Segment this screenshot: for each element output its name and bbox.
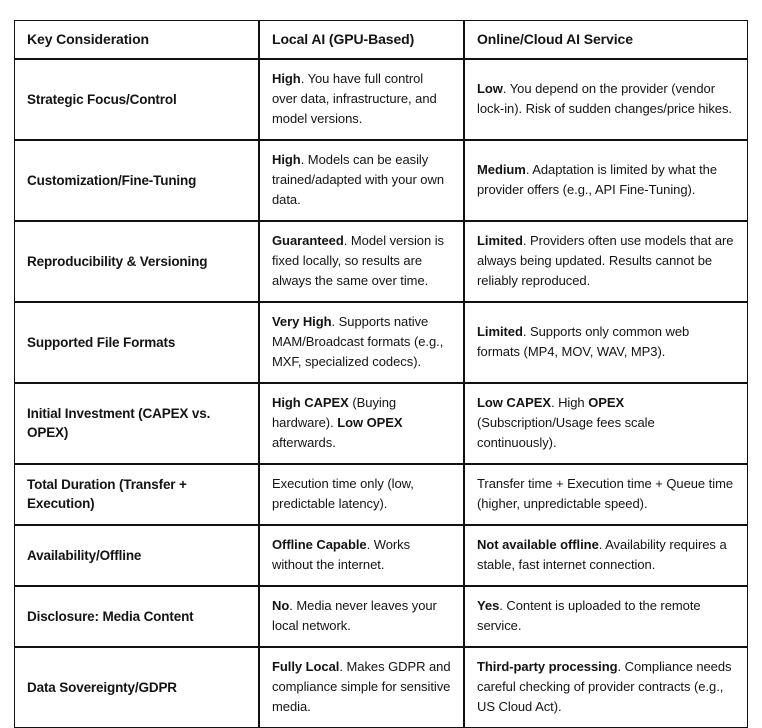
emphasis-text: Offline Capable bbox=[272, 537, 367, 552]
column-header-key-consideration bbox=[14, 20, 259, 59]
key-consideration-label: Reproducibility & Versioning bbox=[27, 253, 208, 269]
cloud-ai-description bbox=[477, 160, 735, 200]
column-header-label: Key Consideration bbox=[27, 31, 149, 47]
cell-key-consideration bbox=[14, 140, 259, 221]
plain-text: . Adaptation is limited by what the provider offers (e.g., API Fine-Tuning). bbox=[477, 162, 718, 197]
table-row bbox=[14, 140, 748, 221]
cell-key-consideration bbox=[14, 302, 259, 383]
emphasis-text: High bbox=[272, 152, 301, 167]
local-ai-description bbox=[272, 312, 451, 372]
plain-text: . Supports only common web formats (MP4, MOV, WAV, MP3). bbox=[477, 324, 690, 359]
cell-cloud-ai bbox=[464, 647, 748, 728]
cell-local-ai bbox=[259, 221, 464, 302]
cell-cloud-ai bbox=[464, 59, 748, 140]
emphasis-text: Yes bbox=[477, 598, 500, 613]
cloud-ai-description bbox=[477, 596, 735, 636]
plain-text: . You have full control over data, infrastructure, and model versions. bbox=[272, 71, 437, 126]
emphasis-text: Guaranteed bbox=[272, 233, 344, 248]
emphasis-text: Limited bbox=[477, 233, 523, 248]
column-header-local-ai bbox=[259, 20, 464, 59]
emphasis-text: Low CAPEX bbox=[477, 395, 551, 410]
emphasis-text: High bbox=[272, 71, 301, 86]
cell-local-ai bbox=[259, 302, 464, 383]
plain-text: . Media never leaves your local network. bbox=[272, 598, 437, 633]
cell-key-consideration bbox=[14, 525, 259, 586]
column-header-label: Local AI (GPU-Based) bbox=[272, 31, 415, 47]
cell-local-ai bbox=[259, 647, 464, 728]
key-consideration-label: Total Duration (Transfer + Execution) bbox=[27, 477, 187, 511]
cell-key-consideration bbox=[14, 59, 259, 140]
key-consideration-label: Initial Investment (CAPEX vs. OPEX) bbox=[27, 406, 211, 440]
comparison-table bbox=[14, 20, 748, 728]
table-row bbox=[14, 647, 748, 728]
local-ai-description bbox=[272, 474, 451, 514]
key-consideration-label: Strategic Focus/Control bbox=[27, 91, 177, 107]
emphasis-text: Low OPEX bbox=[337, 415, 403, 430]
cell-cloud-ai bbox=[464, 464, 748, 525]
cell-cloud-ai bbox=[464, 525, 748, 586]
plain-text: . Models can be easily trained/adapted with your own data. bbox=[272, 152, 444, 207]
cell-cloud-ai bbox=[464, 221, 748, 302]
plain-text: . Availability requires a stable, fast internet connection. bbox=[477, 537, 727, 572]
plain-text: Execution time only (low, predictable latency). bbox=[272, 476, 414, 511]
cell-key-consideration bbox=[14, 464, 259, 525]
table-body bbox=[14, 20, 748, 728]
plain-text: . Makes GDPR and compliance simple for sensitive media. bbox=[272, 659, 451, 714]
column-header-label: Online/Cloud AI Service bbox=[477, 31, 633, 47]
column-header-cloud-ai bbox=[464, 20, 748, 59]
plain-text: Transfer time + Execution time + Queue time (higher, unpredictable speed). bbox=[477, 476, 734, 511]
cell-local-ai bbox=[259, 464, 464, 525]
cloud-ai-description bbox=[477, 474, 735, 514]
table-row bbox=[14, 221, 748, 302]
emphasis-text: Low bbox=[477, 81, 503, 96]
local-ai-description bbox=[272, 393, 451, 453]
key-consideration-label: Availability/Offline bbox=[27, 547, 142, 563]
table-row bbox=[14, 383, 748, 464]
local-ai-description bbox=[272, 596, 451, 636]
key-consideration-label: Supported File Formats bbox=[27, 334, 176, 350]
emphasis-text: OPEX bbox=[588, 395, 625, 410]
plain-text: . Supports native MAM/Broadcast formats (e.g., MXF, specialized codecs). bbox=[272, 314, 444, 369]
cell-key-consideration bbox=[14, 586, 259, 647]
cloud-ai-description bbox=[477, 231, 735, 291]
local-ai-description bbox=[272, 231, 451, 291]
table-row bbox=[14, 59, 748, 140]
emphasis-text: Limited bbox=[477, 324, 523, 339]
local-ai-description bbox=[272, 535, 451, 575]
cloud-ai-description bbox=[477, 535, 735, 575]
plain-text: . Content is uploaded to the remote service. bbox=[477, 598, 701, 633]
local-ai-description bbox=[272, 150, 451, 210]
cell-key-consideration bbox=[14, 221, 259, 302]
emphasis-text: Not available offline bbox=[477, 537, 599, 552]
plain-text: (Subscription/Usage fees scale continuously). bbox=[477, 415, 655, 450]
emphasis-text: Medium bbox=[477, 162, 526, 177]
plain-text: . Works without the internet. bbox=[272, 537, 411, 572]
key-consideration-label: Data Sovereignty/GDPR bbox=[27, 679, 177, 695]
plain-text: . High bbox=[550, 395, 589, 410]
cell-key-consideration bbox=[14, 647, 259, 728]
cell-cloud-ai bbox=[464, 140, 748, 221]
cloud-ai-description bbox=[477, 322, 735, 362]
cloud-ai-description bbox=[477, 79, 735, 119]
table-row bbox=[14, 464, 748, 525]
cell-cloud-ai bbox=[464, 383, 748, 464]
plain-text: . Providers often use models that are always being updated. Results cannot be reliably reproduced. bbox=[477, 233, 734, 288]
comparison-table-container bbox=[14, 20, 748, 728]
key-consideration-label: Disclosure: Media Content bbox=[27, 608, 194, 624]
key-consideration-label: Customization/Fine-Tuning bbox=[27, 172, 197, 188]
plain-text: . You depend on the provider (vendor lock-in). Risk of sudden changes/price hikes. bbox=[477, 81, 732, 116]
table-header-row bbox=[14, 20, 748, 59]
emphasis-text: Third-party processing bbox=[477, 659, 618, 674]
emphasis-text: Very High bbox=[272, 314, 332, 329]
cell-local-ai bbox=[259, 525, 464, 586]
local-ai-description bbox=[272, 69, 451, 129]
cell-cloud-ai bbox=[464, 586, 748, 647]
table-row bbox=[14, 302, 748, 383]
cell-local-ai bbox=[259, 140, 464, 221]
plain-text: . Model version is fixed locally, so results are always the same over time. bbox=[272, 233, 445, 288]
plain-text: afterwards. bbox=[272, 435, 336, 450]
emphasis-text: No bbox=[272, 598, 290, 613]
emphasis-text: High CAPEX bbox=[272, 395, 349, 410]
cell-local-ai bbox=[259, 586, 464, 647]
cell-local-ai bbox=[259, 383, 464, 464]
plain-text: . Compliance needs careful checking of provider contracts (e.g., US Cloud Act). bbox=[477, 659, 732, 714]
emphasis-text: Fully Local bbox=[272, 659, 340, 674]
table-row bbox=[14, 586, 748, 647]
cell-key-consideration bbox=[14, 383, 259, 464]
cell-local-ai bbox=[259, 59, 464, 140]
local-ai-description bbox=[272, 657, 451, 717]
cloud-ai-description bbox=[477, 393, 735, 453]
plain-text: (Buying hardware). bbox=[272, 395, 397, 430]
cell-cloud-ai bbox=[464, 302, 748, 383]
table-row bbox=[14, 525, 748, 586]
cloud-ai-description bbox=[477, 657, 735, 717]
